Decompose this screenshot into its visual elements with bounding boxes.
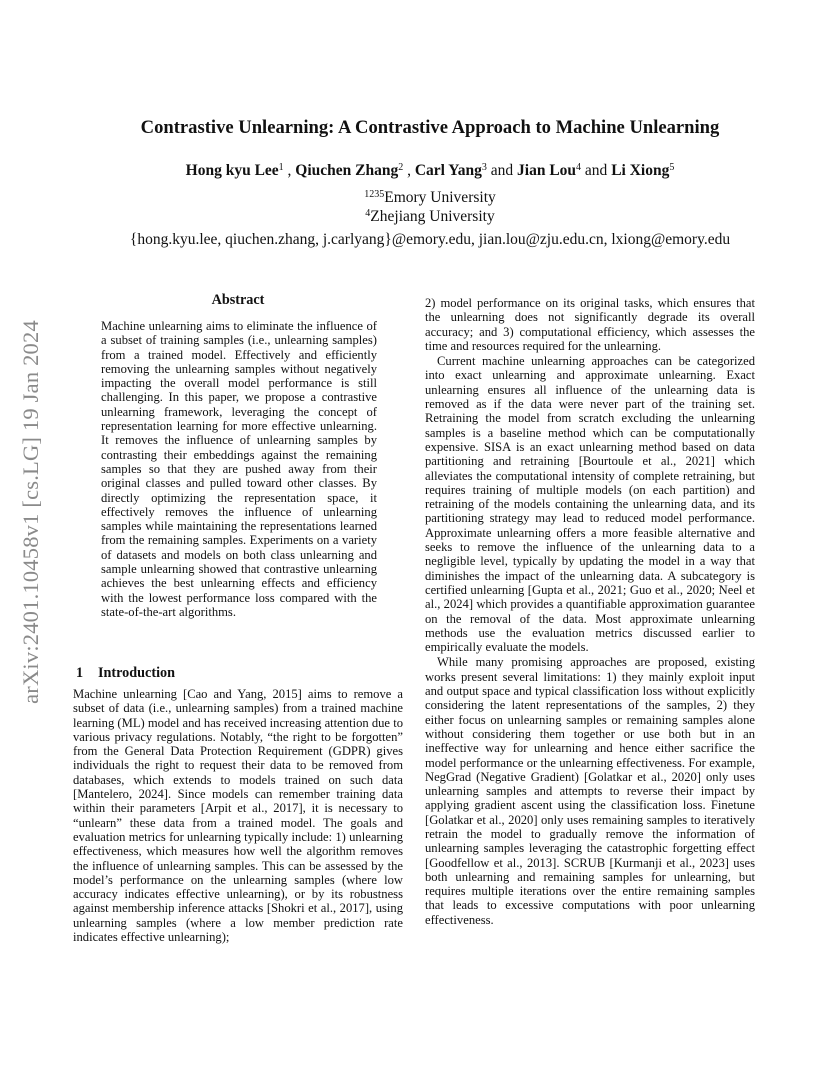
left-column	[73, 687, 403, 944]
affiliation-sup: 4	[365, 208, 371, 219]
right-column	[425, 296, 755, 927]
author-name: Li Xiong	[611, 162, 670, 179]
abstract-text: Machine unlearning aims to eliminate the influence of a subset of training samples (i.e., unlearning samples) from a trained model. Effectively and efficiently removing the unlearning samples without negatively impacting the overall model performance is still challenging. In this paper, we propose a contrastive unlearning framework, leveraging the concept of representation learning for more effective unlearning. It removes the influence of unlearning samples by contrasting their embeddings against the remaining samples so that they are pushed away from their original classes and pulled toward other classes. By directly optimizing the representation space, it effectively removes the influence of unlearning samples while maintaining the representations learned from the remaining samples. Experiments on a variety of datasets and models on both class unlearning and sample unlearning showed that contrastive unlearning achieves the best unlearning effects and efficiency with the lowest performance loss compared with the state-of-the-art algorithms.	[101, 319, 377, 619]
section-title: Introduction	[98, 665, 175, 681]
author-separator: ,	[403, 162, 415, 179]
affiliation-sup: 1235	[364, 189, 385, 200]
author-separator: and	[581, 162, 612, 179]
arxiv-sidebar-stamp	[16, 292, 46, 732]
intro-paragraph: Machine unlearning [Cao and Yang, 2015] aims to remove a subset of data (i.e., unlearning samples) from a trained machine learning (ML) model and has received increasing attention due to various privacy regulations. Notably, “the right to be forgotten” from the General Data Protection Requirement (GDPR) gives individuals the right to request their data to be removed from databases, which extends to models trained on such data [Mantelero, 2024]. Since models can remember training data within their parameters [Arpit et al., 2017], it is necessary to “unlearn” these data from a trained model. The goals and evaluation metrics for unlearning typically include: 1) unlearning effectiveness, which measures how well the algorithm removes the influence of unlearning samples. This can be assessed by the model’s performance on the unlearning samples (where low accuracy indicates effective unlearning), or by its robustness against membership inference attacks [Shokri et al., 2017], using unlearning samples (where a low member prediction rate indicates effective unlearning);	[73, 687, 403, 945]
author-name: Hong kyu Lee	[185, 162, 279, 179]
author-emails: {hong.kyu.lee, qiuchen.zhang, j.carlyang}@emory.edu, jian.lou@zju.edu.cn, lxiong@emory.edu	[129, 231, 731, 248]
author-name: Jian Lou	[517, 162, 577, 179]
body-paragraph: Current machine unlearning approaches can be categorized into exact unlearning and approximate unlearning. Exact unlearning ensures all influence of the unlearning data is removed as if the data were never part of the training set. Retraining the model from scratch excluding the unlearning samples is a baseline method which can be computationally expensive. SISA is an exact unlearning method based on data partitioning and retraining [Bourtoule et al., 2021] which alleviates the computational intensity of complete retraining, but requires training of multiple models (on each partition) and retraining of the models containing the unlearning data, and its partitioning strategy may lead to reduced model performance. Approximate unlearning offers a more feasible alternative and seeks to remove the influence of the unlearning data to a negligible level, typically by updating the model in a way that diminishes the impact of the unlearning data. A subcategory is certified unlearning [Gupta et al., 2021; Guo et al., 2020; Neel et al., 2024] which provides a quantifiable approximation guarantee on the removal of the data. Most approximate unlearning methods use the evaluation metrics discussed earlier to empirically evaluate the models.	[425, 354, 755, 655]
author-name: Qiuchen Zhang	[295, 162, 399, 179]
author-separator: and	[486, 162, 518, 179]
author-list	[70, 162, 790, 180]
abstract-body	[101, 319, 377, 619]
author-sup: 5	[669, 162, 675, 173]
paper-title: Contrastive Unlearning: A Contrastive Approach to Machine Unlearning	[140, 117, 720, 138]
body-paragraph: 2) model performance on its original tasks, which ensures that the unlearning does not significantly degrade its overall accuracy; and 3) computational efficiency, which assesses the time and resources required for the unlearning.	[425, 296, 755, 353]
affiliation-text: Emory University	[384, 189, 496, 206]
author-sup: 2	[398, 162, 404, 173]
author-sup: 3	[481, 162, 487, 173]
abstract-heading: Abstract	[211, 292, 265, 308]
arxiv-identifier: arXiv:2401.10458v1 [cs.LG] 19 Jan 2024	[18, 320, 43, 704]
author-sup: 4	[576, 162, 582, 173]
section-number: 1	[76, 665, 84, 681]
author-name: Carl Yang	[414, 162, 482, 179]
author-sup: 1	[278, 162, 284, 173]
affiliation-line	[70, 208, 790, 226]
affiliation-text: Zhejiang University	[370, 208, 495, 225]
author-separator: ,	[283, 162, 296, 179]
affiliation-line	[70, 189, 790, 207]
section-heading	[76, 665, 175, 682]
body-paragraph: While many promising approaches are proposed, existing works present several limitations: 1) they mainly exploit input and output space and typical classification loss without explicitly considering the latent representations of the samples, 2) they either focus on unlearning samples or remaining samples alone without considering them together or use both but in an ineffective way for unlearning and hence either sacrifice the model performance or the unlearning effectiveness. For example, NegGrad (Negative Gradient) [Golatkar et al., 2020] only uses unlearning samples and attempts to reverse their impact by applying gradient ascent using the classification loss. Finetune [Golatkar et al., 2020] only uses remaining samples to iteratively retrain the model to gradually remove the information of unlearning samples leveraging the catastrophic forgetting effect [Goodfellow et al., 2013]. SCRUB [Kurmanji et al., 2023] uses both unlearning and remaining samples for unlearning, but requires multiple iterations over the entire remaining samples that leads to excessive computations with poor unlearning effectiveness.	[425, 655, 755, 927]
